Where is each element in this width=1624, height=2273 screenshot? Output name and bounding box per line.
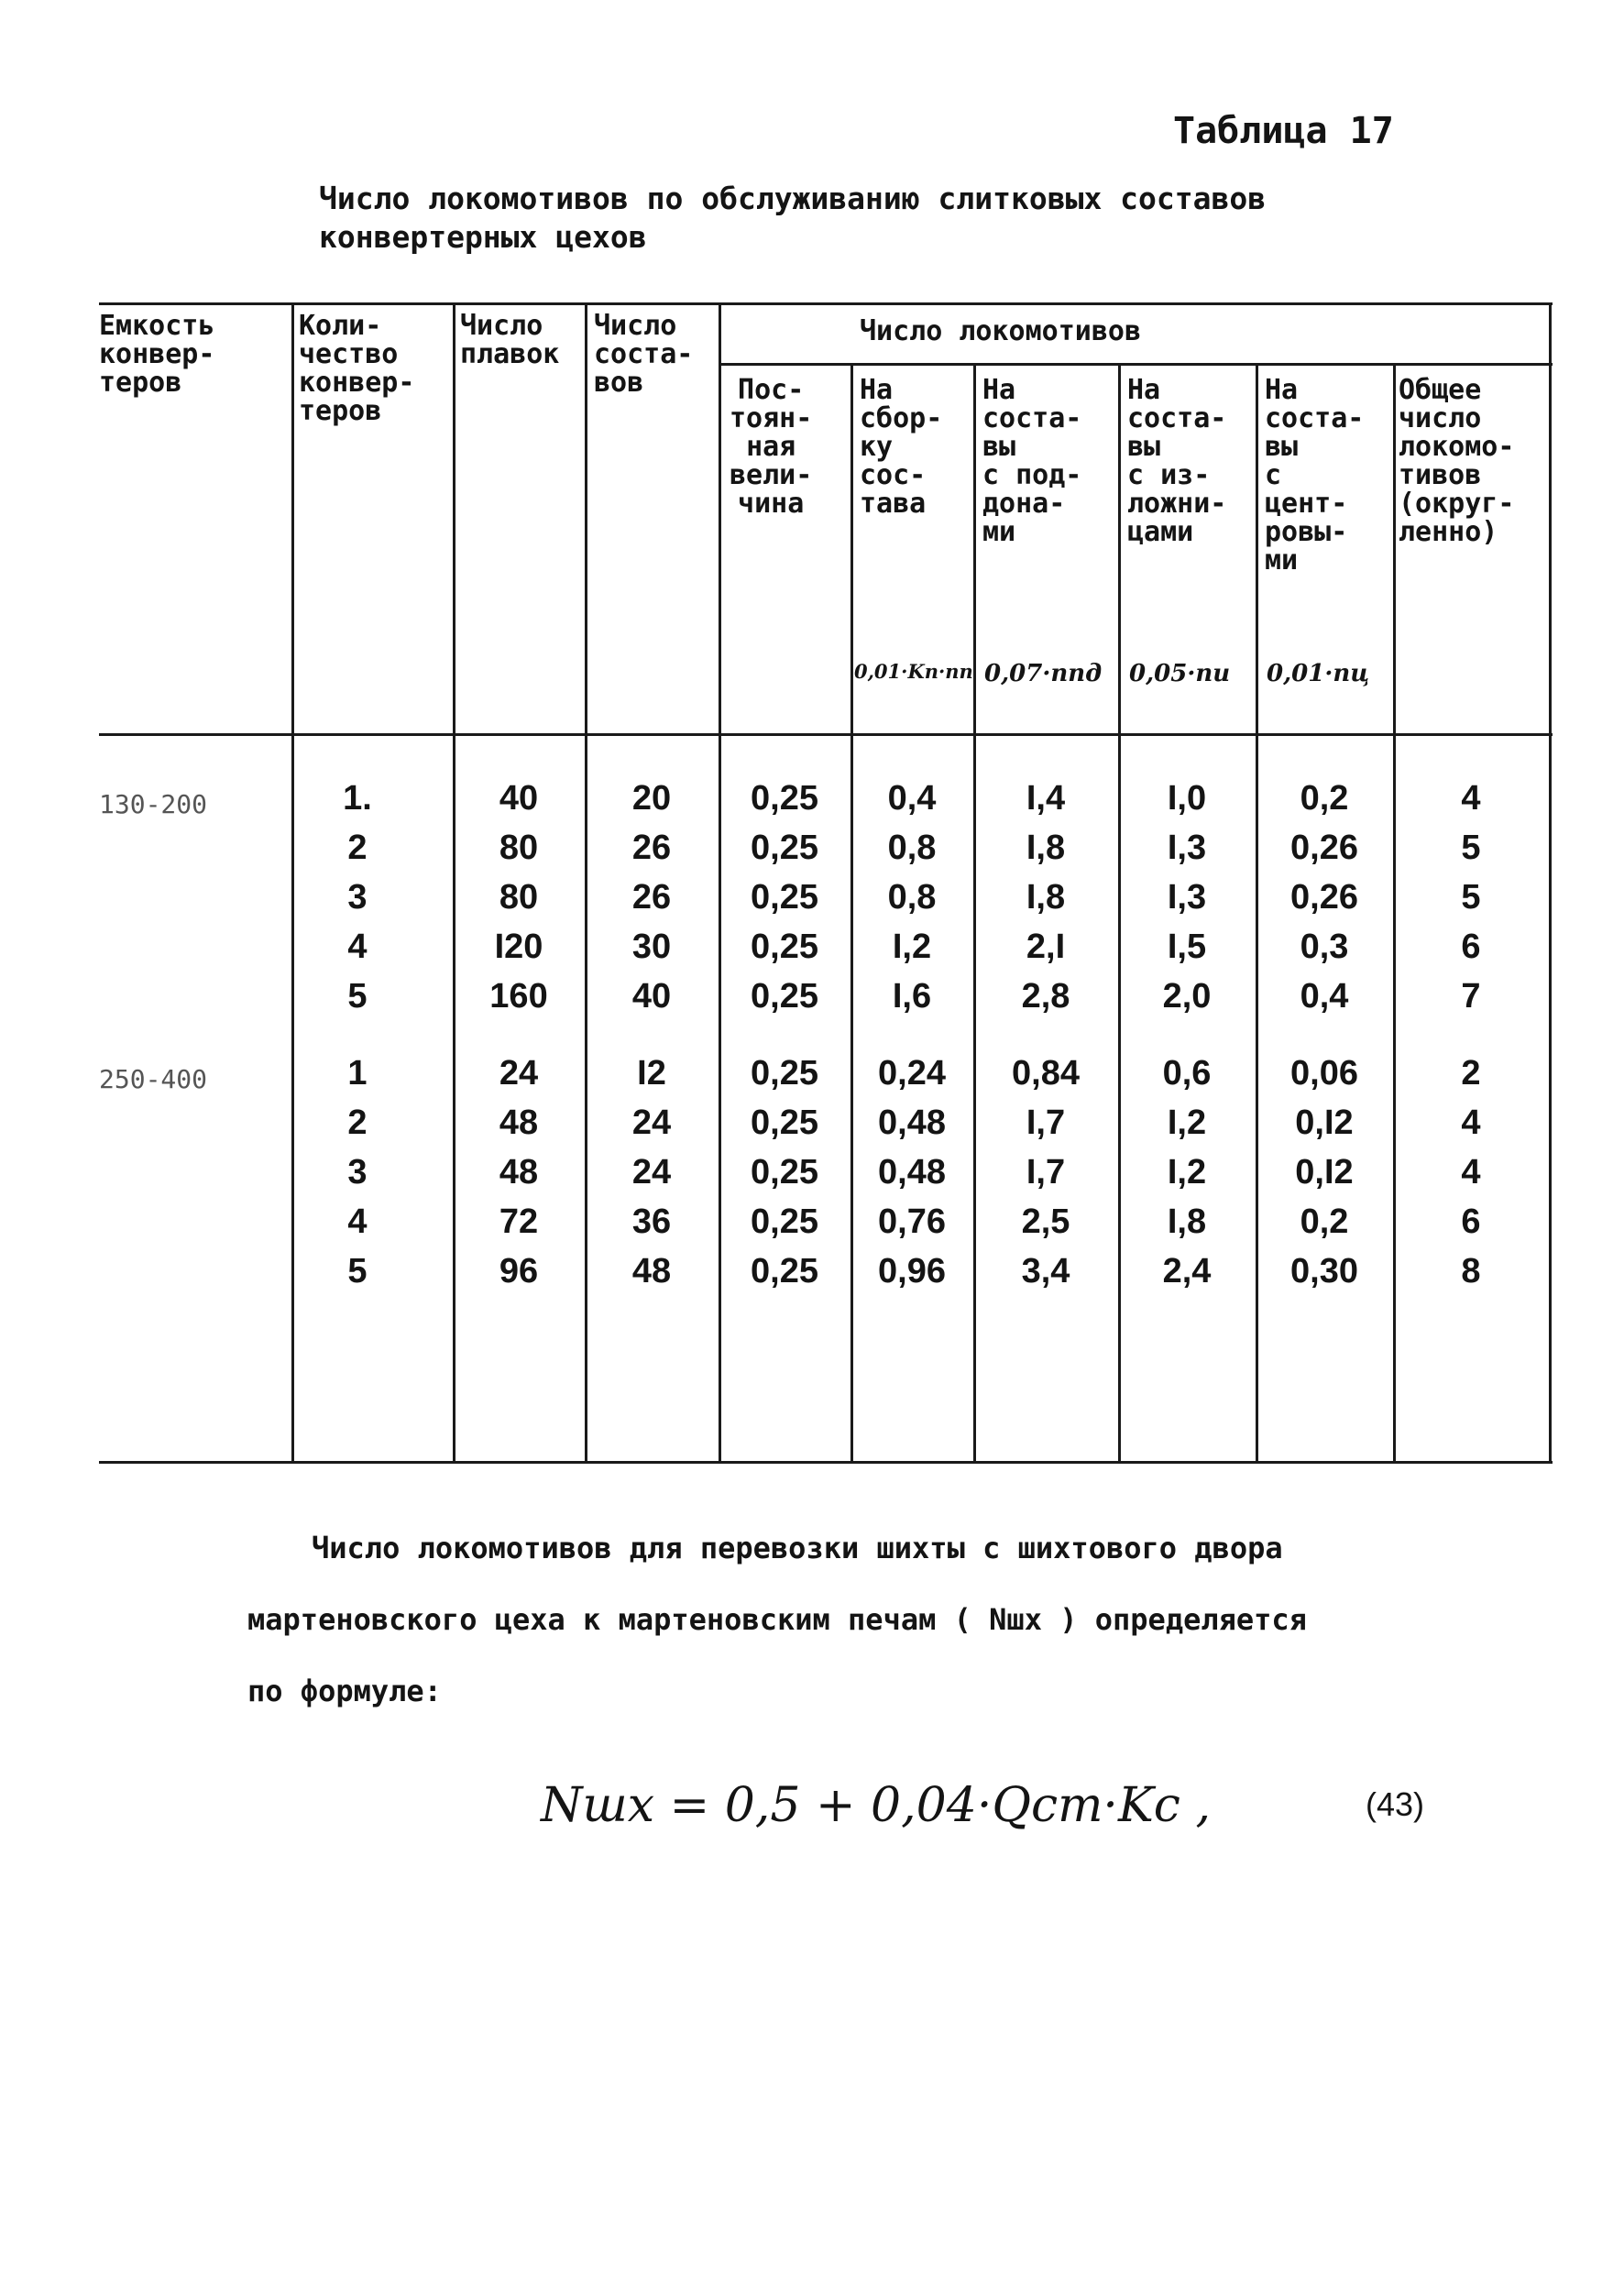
cell-molds: 2,4 [1162, 1252, 1212, 1290]
locomotive-table [99, 302, 1553, 1466]
cell-trains: 20 [631, 779, 672, 818]
cell-centers: 0,30 [1290, 1252, 1358, 1290]
table-row [99, 1104, 1553, 1153]
table-caption: Число локомотивов по обслуживанию слитковых составов конвертерных цехов [319, 181, 1267, 255]
cell-heats: 96 [499, 1252, 539, 1290]
cell-converter-count: 2 [347, 829, 368, 867]
cell-converter-count: 4 [347, 928, 368, 966]
header-converter-count: Коли- чество конвер- теров [299, 310, 415, 427]
header-capacity: Емкость конвер- теров [99, 310, 215, 399]
cell-total: 6 [1461, 928, 1481, 966]
cell-total: 6 [1461, 1202, 1481, 1241]
cell-total: 2 [1461, 1054, 1481, 1093]
cell-heats: 72 [499, 1202, 539, 1241]
cell-constant: 0,25 [751, 878, 818, 917]
cell-constant: 0,25 [751, 1104, 818, 1142]
paragraph-line-1: Число локомотивов для перевозки шихты с шихтового двора [312, 1531, 1283, 1565]
cell-centers: 0,2 [1300, 1202, 1349, 1241]
cell-molds: I,5 [1167, 928, 1207, 966]
header-trays: На соста- вы с под- дона- ми [982, 374, 1082, 548]
cell-assembly: 0,4 [887, 779, 937, 818]
paragraph-line-2: мартеновского цеха к мартеновским печам ( Nшх ) определяется [247, 1602, 1307, 1637]
cell-trains: 24 [631, 1153, 672, 1191]
cell-trains: 48 [631, 1252, 672, 1290]
cell-constant: 0,25 [751, 1252, 818, 1290]
table-row [99, 977, 1553, 1027]
cell-assembly: 0,48 [878, 1104, 946, 1142]
cell-constant: 0,25 [751, 928, 818, 966]
cell-constant: 0,25 [751, 1202, 818, 1241]
cell-total: 8 [1461, 1252, 1481, 1290]
header-heats: Число плавок [460, 310, 560, 370]
cell-molds: I,0 [1167, 779, 1207, 818]
cell-constant: 0,25 [751, 1054, 818, 1093]
cell-constant: 0,25 [751, 829, 818, 867]
cell-trains: 26 [631, 878, 672, 917]
cell-assembly: 0,8 [887, 878, 937, 917]
cell-centers: 0,06 [1290, 1054, 1358, 1093]
cell-molds: 0,6 [1162, 1054, 1212, 1093]
table-row [99, 1054, 1553, 1104]
paragraph-line-3: по формуле: [247, 1674, 442, 1708]
cell-centers: 0,I2 [1295, 1104, 1354, 1142]
cell-trays: 3,4 [1021, 1252, 1070, 1290]
header-centers: На соста- вы с цент- ровы- ми [1265, 374, 1365, 576]
header-assembly: На сбор- ку сос- тава [860, 374, 943, 520]
table-top-rule [99, 302, 1553, 305]
cell-molds: I,3 [1167, 829, 1207, 867]
cell-trays: 0,84 [1012, 1054, 1080, 1093]
cell-converter-count: 1. [343, 779, 372, 818]
header-bottom-rule [99, 733, 1553, 736]
cell-trays: I,8 [1026, 829, 1066, 867]
cell-heats: 40 [499, 779, 539, 818]
cell-centers: 0,3 [1300, 928, 1349, 966]
cell-heats: 80 [499, 878, 539, 917]
cell-constant: 0,25 [751, 779, 818, 818]
cell-total: 5 [1461, 878, 1481, 917]
header-trains: Число соста- вов [594, 310, 694, 399]
cell-total: 7 [1461, 977, 1481, 1016]
cell-molds: 2,0 [1162, 977, 1212, 1016]
table-bottom-rule [99, 1461, 1553, 1464]
cell-converter-count: 5 [347, 977, 368, 1016]
cell-assembly: 0,48 [878, 1153, 946, 1191]
body-paragraph [247, 1512, 1485, 1727]
capacity-group-2: 250-400 [99, 1064, 208, 1094]
cell-assembly: I,2 [892, 928, 932, 966]
cell-centers: 0,2 [1300, 779, 1349, 818]
cell-trains: 30 [631, 928, 672, 966]
header-molds: На соста- вы с из- ложни- цами [1127, 374, 1227, 548]
cell-molds: I,3 [1167, 878, 1207, 917]
equation-number: (43) [1366, 1785, 1425, 1823]
table-row [99, 928, 1553, 977]
cell-assembly: I,6 [892, 977, 932, 1016]
table-row [99, 1202, 1553, 1252]
cell-total: 4 [1461, 1104, 1481, 1142]
cell-trains: 26 [631, 829, 672, 867]
cell-assembly: 0,8 [887, 829, 937, 867]
cell-total: 5 [1461, 829, 1481, 867]
cell-trays: 2,I [1026, 928, 1066, 966]
cell-assembly: 0,24 [878, 1054, 946, 1093]
cell-trains: 24 [631, 1104, 672, 1142]
cell-constant: 0,25 [751, 977, 818, 1016]
cell-heats: 48 [499, 1153, 539, 1191]
formula-molds: 0,05·nи [1129, 660, 1231, 687]
header-constant: Пос- тоян- ная вели- чина [730, 374, 813, 520]
cell-total: 4 [1461, 1153, 1481, 1191]
cell-trays: I,7 [1026, 1153, 1066, 1191]
cell-molds: I,8 [1167, 1202, 1207, 1241]
group-header-rule [719, 363, 1553, 366]
cell-trays: 2,8 [1021, 977, 1070, 1016]
cell-trains: I2 [637, 1054, 666, 1093]
cell-heats: 80 [499, 829, 539, 867]
cell-heats: 160 [489, 977, 548, 1016]
header-locomotive-group: Число локомотивов [860, 315, 1142, 347]
cell-centers: 0,I2 [1295, 1153, 1354, 1191]
table-row [99, 779, 1553, 829]
cell-total: 4 [1461, 779, 1481, 818]
cell-converter-count: 2 [347, 1104, 368, 1142]
cell-converter-count: 1 [347, 1054, 368, 1093]
cell-centers: 0,26 [1290, 878, 1358, 917]
cell-converter-count: 3 [347, 878, 368, 917]
cell-heats: 48 [499, 1104, 539, 1142]
cell-heats: 24 [499, 1054, 539, 1093]
cell-converter-count: 4 [347, 1202, 368, 1241]
cell-trays: I,7 [1026, 1104, 1066, 1142]
cell-converter-count: 3 [347, 1153, 368, 1191]
table-row [99, 1153, 1553, 1202]
cell-molds: I,2 [1167, 1153, 1207, 1191]
cell-molds: I,2 [1167, 1104, 1207, 1142]
formula-trays: 0,07·nпд [984, 660, 1103, 687]
cell-converter-count: 5 [347, 1252, 368, 1290]
cell-trains: 36 [631, 1202, 672, 1241]
cell-constant: 0,25 [751, 1153, 818, 1191]
formula-43: Nшх = 0,5 + 0,04·Qст·Kс , [541, 1778, 1211, 1833]
cell-assembly: 0,96 [878, 1252, 946, 1290]
cell-trays: I,8 [1026, 878, 1066, 917]
cell-centers: 0,4 [1300, 977, 1349, 1016]
cell-trains: 40 [631, 977, 672, 1016]
table-number: Таблица 17 [1173, 110, 1394, 152]
header-total: Общее число локомо- тивов (округ- ленно) [1399, 374, 1515, 548]
cell-trays: I,4 [1026, 779, 1066, 818]
cell-assembly: 0,76 [878, 1202, 946, 1241]
table-row [99, 878, 1553, 928]
cell-trays: 2,5 [1021, 1202, 1070, 1241]
cell-heats: I20 [494, 928, 543, 966]
formula-assembly: 0,01·Kп·nп [854, 660, 973, 683]
formula-centers: 0,01·nц [1267, 660, 1370, 687]
cell-centers: 0,26 [1290, 829, 1358, 867]
table-row [99, 829, 1553, 878]
capacity-group-1: 130-200 [99, 789, 208, 819]
table-row [99, 1252, 1553, 1301]
